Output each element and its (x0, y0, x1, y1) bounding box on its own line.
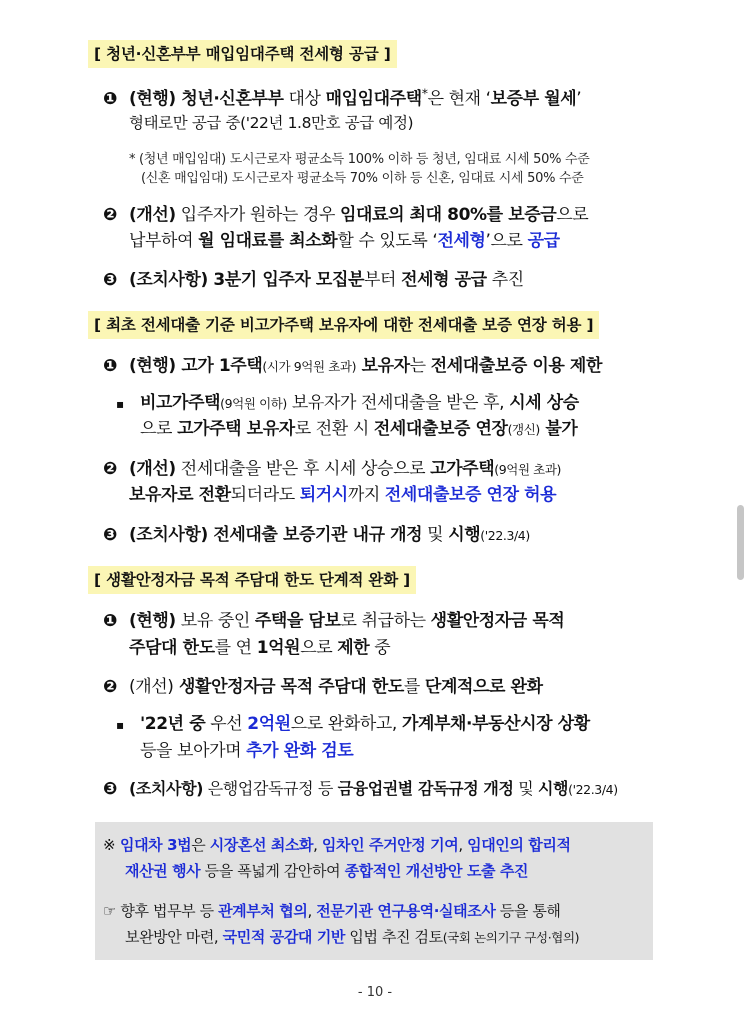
s2-action-line (103, 520, 530, 545)
label-current: (현행) (129, 356, 176, 376)
s1-note-2: (신혼 매입임대) 도시근로자 평균소득 70% 이하 등 신혼, 임대료 시세 50% 수준 (141, 171, 584, 186)
text: 생활안정자금 목적 주담대 한도 (173, 677, 404, 697)
s1-current-line1 (103, 84, 581, 109)
text: 시행 (448, 525, 481, 545)
label-current: (현행) (129, 89, 176, 109)
text: 전문기관 연구용역·실태조사 (316, 902, 496, 920)
summary-line-3 (103, 900, 561, 921)
text: (9억원 이하) (220, 396, 287, 411)
text: 등을 보아가며 (140, 741, 247, 761)
text: 전세대출을 받은 후 시세 상승으로 (175, 459, 431, 479)
text: 추가 완화 검토 (246, 741, 354, 761)
text: '22년 중 (140, 714, 206, 734)
text: 고가주택 보유자 (177, 419, 295, 439)
s2-bullet-line1 (116, 388, 579, 413)
text: 으로 (556, 205, 589, 225)
num-2-icon: ❷ (103, 459, 117, 479)
s2-current-line (103, 351, 602, 376)
text: 보유자 (356, 356, 410, 376)
text: 퇴거시 (299, 485, 348, 505)
page-number: - 10 - (357, 985, 393, 1000)
text: 전세형 공급 (401, 270, 487, 290)
text: 를 연 (214, 638, 257, 658)
num-3-icon: ❸ (103, 270, 117, 290)
label-improve: (개선) (129, 205, 176, 225)
s1-action-line (103, 265, 524, 290)
s3-improve-line (103, 672, 543, 697)
text: 납부하여 (129, 231, 199, 251)
text: 관계부처 협의 (218, 902, 308, 920)
text: 되더라도 (230, 485, 300, 505)
label-improve: (개선) (129, 677, 174, 697)
text: 보유 중인 (175, 611, 255, 631)
text: 월 임대료를 최소화 (198, 231, 338, 251)
text: 로 취급하는 (340, 611, 431, 631)
text: ('22.3/4) (480, 528, 530, 543)
text: 전세대출 보증기관 내규 개정 (207, 525, 423, 545)
text: 보유자로 전환 (129, 485, 231, 505)
text: ’ (576, 89, 582, 109)
summary-line-1 (103, 834, 571, 855)
text: 보증부 월세 (490, 89, 577, 109)
num-1-icon: ❶ (103, 356, 117, 376)
text: 등을 폭넓게 감안하여 (200, 862, 345, 880)
text: 단계적으로 완화 (424, 677, 543, 697)
num-3-icon: ❸ (103, 779, 117, 799)
text: 추진 (486, 270, 524, 290)
s1-current-line2: 형태로만 공급 중('22년 1.8만호 공급 예정) (129, 114, 414, 132)
text: 부터 (364, 270, 402, 290)
text: 향후 법무부 등 (116, 902, 219, 920)
text: 매입임대주택 (325, 89, 422, 109)
text: 등을 통해 (495, 902, 561, 920)
num-1-icon: ❶ (103, 611, 117, 631)
s3-action-line (103, 776, 618, 799)
text: 재산권 행사 (125, 862, 201, 880)
text: 임대차 3법 (115, 836, 192, 854)
num-2-icon: ❷ (103, 677, 117, 697)
summary-box (95, 822, 653, 960)
text: 임차인 주거안정 기여 (321, 836, 459, 854)
bullet-icon: ▪ (116, 397, 124, 411)
footnote-mark: * (421, 85, 428, 101)
text: (시가 9억원 초과) (262, 359, 357, 374)
text: ('22.3/4) (568, 782, 618, 797)
text: 2억원 (247, 714, 291, 734)
text: 보유자가 전세대출을 받은 후, (286, 393, 510, 413)
text: , (307, 902, 317, 920)
text: 주담대 한도 (129, 638, 215, 658)
text: 고가주택 (430, 459, 495, 479)
text: ’으로 (485, 231, 528, 251)
text: 가계부채·부동산시장 상황 (401, 714, 590, 734)
text: 전세대출보증 연장 허용 (384, 485, 557, 505)
text: 은 (191, 836, 210, 854)
s2-bullet-line2 (140, 414, 577, 439)
s1-improve-line1 (103, 200, 588, 225)
text: 전세대출보증 이용 제한 (430, 356, 602, 376)
section-header-2: [ 최초 전세대출 기준 비고가주택 보유자에 대한 전세대출 보증 연장 허용 ] (88, 311, 599, 339)
num-2-icon: ❷ (103, 205, 117, 225)
text: (국회 논의기구 구성·협의) (442, 930, 580, 945)
s3-bullet-line1 (116, 709, 590, 734)
text: 까지 (347, 485, 385, 505)
text: 으로 완화하고, (290, 714, 402, 734)
text: 시세 상승 (509, 393, 579, 413)
reference-mark-icon: ※ (103, 836, 116, 854)
text: 생활안정자금 목적 (430, 611, 565, 631)
text: 으로 (300, 638, 338, 658)
label-action: (조치사항) (129, 270, 208, 290)
text: 고가 1주택 (175, 356, 263, 376)
text: 청년·신혼부부 (175, 89, 284, 109)
text: 및 (422, 525, 449, 545)
num-3-icon: ❸ (103, 525, 117, 545)
text: 으로 (140, 419, 178, 439)
text: 주택을 담보 (254, 611, 341, 631)
text: (9억원 초과) (494, 462, 562, 477)
text: , (313, 836, 322, 854)
s2-improve-line1 (103, 454, 561, 479)
scrollbar-thumb[interactable] (737, 505, 744, 580)
label-current: (현행) (129, 611, 176, 631)
text: 은 현재 ‘ (427, 89, 491, 109)
text: 전세형 (437, 231, 486, 251)
s3-bullet-line2 (140, 736, 353, 761)
text: 금융업권별 감독규정 개정 (337, 779, 514, 798)
label-action: (조치사항) (129, 525, 208, 545)
s3-current-line2 (129, 633, 390, 658)
text: , (458, 836, 468, 854)
text: 보완방안 마련, (125, 928, 223, 946)
num-1-icon: ❶ (103, 89, 117, 109)
text: 국민적 공감대 기반 (222, 928, 346, 946)
s3-current-line1 (103, 606, 564, 631)
text: 3분기 입주자 모집분 (207, 270, 364, 290)
s1-note-1: * (청년 매입임대) 도시근로자 평균소득 100% 이하 등 청년, 임대료 시세 50% 수준 (129, 152, 590, 167)
text: (갱신) (507, 422, 540, 437)
text: 공급 (527, 231, 560, 251)
bullet-icon: ▪ (116, 718, 124, 732)
s1-improve-line2 (129, 226, 560, 251)
text: 은행업감독규정 등 (203, 779, 338, 798)
text: 및 (513, 779, 538, 798)
text: 제한 (337, 638, 370, 658)
text: 종합적인 개선방안 도출 추진 (344, 862, 529, 880)
text: 시행 (537, 779, 569, 798)
text: 할 수 있도록 ‘ (337, 231, 438, 251)
text: 입법 추진 검토 (345, 928, 443, 946)
label-improve: (개선) (129, 459, 176, 479)
text: 를 (403, 677, 425, 697)
text: 로 전환 시 (294, 419, 374, 439)
text: 1억원 (256, 638, 301, 658)
text: 시장혼선 최소화 (209, 836, 314, 854)
section-header-1: [ 청년·신혼부부 매입임대주택 전세형 공급 ] (88, 40, 397, 68)
text: 임대료의 최대 80%를 보증금 (340, 205, 557, 225)
text: 불가 (539, 419, 578, 439)
text: 전세대출보증 연장 (373, 419, 508, 439)
summary-line-2 (125, 860, 528, 881)
text: 는 (409, 356, 431, 376)
section-header-3: [ 생활안정자금 목적 주담대 한도 단계적 완화 ] (88, 566, 416, 594)
text: 대상 (283, 89, 326, 109)
pointing-hand-icon: ☞ (103, 902, 117, 920)
text: 임대인의 합리적 (467, 836, 571, 854)
text: 비고가주택 (140, 393, 221, 413)
label-action: (조치사항) (129, 779, 204, 798)
text: 중 (369, 638, 391, 658)
summary-line-4 (125, 926, 579, 947)
text: 입주자가 원하는 경우 (175, 205, 341, 225)
text: 우선 (205, 714, 248, 734)
s2-improve-line2 (129, 480, 556, 505)
